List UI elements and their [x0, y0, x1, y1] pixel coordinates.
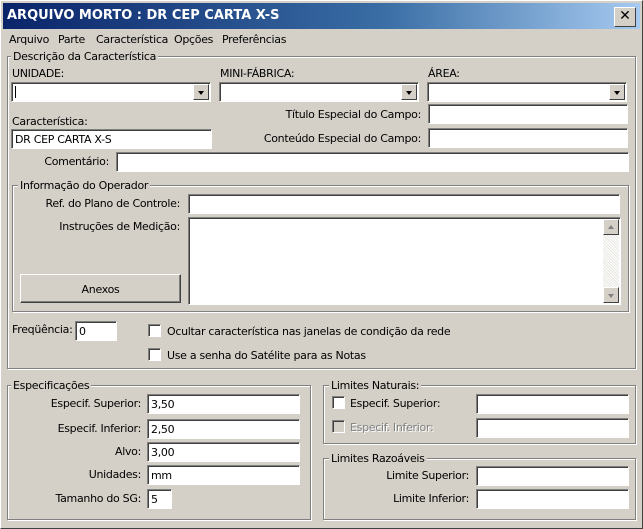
minifabrica-select[interactable] — [219, 82, 419, 102]
nat-inferior-label: Especif. Inferior: — [350, 421, 434, 434]
unidades-label: Unidades: — [88, 468, 141, 481]
conteudo-label: Conteúdo Especial do Campo: — [263, 132, 421, 145]
frequencia-input[interactable] — [75, 321, 117, 341]
chevron-down-icon[interactable] — [193, 84, 209, 100]
limites-razoaveis-legend: Limites Razoáveis — [331, 452, 425, 465]
unidade-label: UNIDADE: — [12, 67, 65, 80]
nat-superior-label: Especif. Superior: — [350, 397, 441, 410]
close-button[interactable] — [614, 7, 636, 27]
scroll-up-icon[interactable] — [603, 219, 619, 235]
title-bar — [3, 3, 640, 29]
instrucoes-textarea[interactable] — [188, 217, 621, 305]
espec-superior-label: Especif. Superior: — [50, 397, 141, 410]
ocultar-label: Ocultar característica nas janelas de condição da rede — [167, 325, 451, 338]
alvo-input[interactable] — [147, 442, 300, 462]
alvo-label: Alvo: — [114, 445, 141, 458]
vertical-scrollbar[interactable] — [603, 219, 619, 303]
titulo-label: Título Especial do Campo: — [285, 108, 421, 121]
espec-inferior-input[interactable] — [147, 419, 300, 439]
frequencia-label: Freqüência: — [12, 323, 73, 336]
raz-inferior-input[interactable] — [476, 489, 629, 509]
operador-legend: Informação do Operador — [20, 179, 149, 192]
tamanho-input[interactable] — [147, 489, 172, 509]
raz-superior-label: Limite Superior: — [386, 469, 469, 482]
nat-inferior-checkbox[interactable] — [332, 420, 345, 433]
descricao-legend: Descrição da Característica — [13, 50, 157, 63]
menu-preferencias[interactable]: Preferências — [222, 33, 287, 46]
nat-superior-input[interactable] — [476, 394, 629, 414]
text-caret — [15, 86, 16, 98]
close-icon: ✕ — [619, 8, 631, 24]
chevron-down-icon[interactable] — [609, 84, 625, 100]
nat-superior-checkbox[interactable] — [332, 396, 345, 409]
especificacoes-legend: Especificações — [13, 379, 90, 392]
chevron-down-icon[interactable] — [401, 84, 417, 100]
raz-superior-input[interactable] — [476, 466, 629, 486]
minifabrica-label: MINI-FÁBRICA: — [220, 67, 295, 80]
menu-arquivo[interactable]: Arquivo — [9, 33, 50, 46]
senha-label: Use a senha do Satélite para as Notas — [167, 349, 366, 362]
espec-superior-input[interactable] — [147, 394, 300, 414]
senha-checkbox[interactable] — [148, 348, 161, 361]
menu-opcoes[interactable]: Opções — [174, 33, 214, 46]
instrucoes-label: Instruções de Medição: — [59, 220, 180, 233]
menu-caracteristica[interactable]: Característica — [96, 33, 169, 46]
anexos-button[interactable] — [20, 274, 181, 303]
espec-inferior-label: Especif. Inferior: — [57, 422, 141, 435]
caracteristica-label: Característica: — [12, 115, 88, 128]
area-select[interactable] — [427, 82, 627, 102]
ref-input[interactable] — [188, 194, 620, 214]
menu-bar — [3, 30, 640, 49]
unidades-input[interactable] — [147, 465, 300, 485]
conteudo-input[interactable] — [428, 128, 628, 148]
tamanho-label: Tamanho do SG: — [55, 492, 141, 505]
comentario-input[interactable] — [116, 152, 629, 172]
raz-inferior-label: Limite Inferior: — [393, 492, 469, 505]
ocultar-checkbox[interactable] — [148, 324, 161, 337]
anexos-label: Anexos — [81, 283, 120, 296]
limites-naturais-legend: Limites Naturais: — [331, 379, 420, 392]
scroll-down-icon[interactable] — [603, 287, 619, 303]
nat-inferior-input[interactable] — [476, 418, 629, 438]
menu-parte[interactable]: Parte — [58, 33, 85, 46]
window-title: ARQUIVO MORTO : DR CEP CARTA X-S — [7, 8, 280, 23]
titulo-input[interactable] — [428, 104, 628, 124]
ref-label: Ref. do Plano de Controle: — [45, 197, 180, 210]
caracteristica-input[interactable] — [11, 129, 212, 149]
comentario-label: Comentário: — [44, 155, 109, 168]
area-label: ÁREA: — [428, 67, 460, 80]
unidade-select[interactable] — [11, 82, 211, 102]
